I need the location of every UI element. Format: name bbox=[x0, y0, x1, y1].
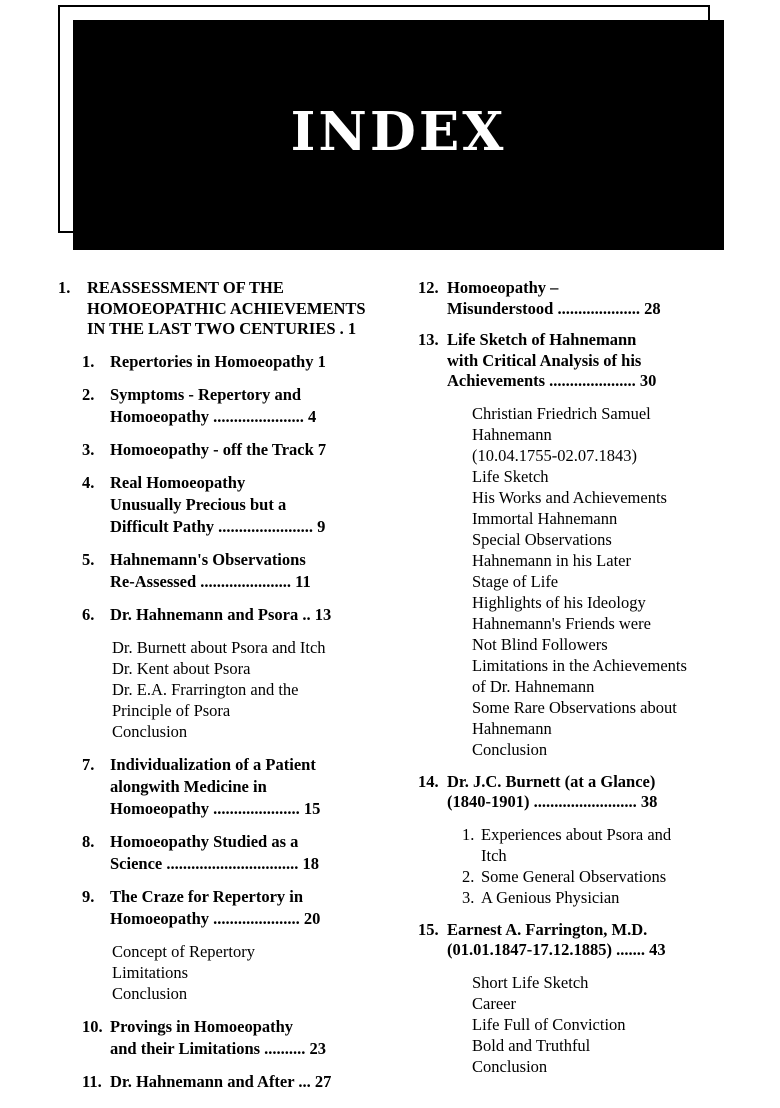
toc-entry-text bbox=[447, 920, 763, 961]
toc-numbered-subsection-item[interactable] bbox=[462, 824, 763, 866]
toc-entry-line: Hahnemann's Observations bbox=[110, 549, 306, 569]
toc-subchapter-entry[interactable] bbox=[58, 549, 403, 593]
toc-subchapter-entry[interactable] bbox=[58, 831, 403, 875]
toc-entry-line: Christian Friedrich Samuel bbox=[472, 403, 651, 423]
toc-entry-line: Concept of Repertory bbox=[112, 941, 255, 961]
toc-entry-text bbox=[87, 278, 403, 340]
toc-entry-line: Homoeopathy ..................... 15 bbox=[110, 798, 321, 818]
toc-entry-line: of Dr. Hahnemann bbox=[472, 676, 595, 696]
toc-entry-line: Career bbox=[472, 993, 516, 1013]
toc-entry-line: Limitations in the Achievements bbox=[472, 655, 687, 675]
toc-entry-line: Homoeopathy ..................... 20 bbox=[110, 908, 321, 928]
toc-entry-line: Some General Observations bbox=[481, 866, 667, 886]
toc-entry-number: 8. bbox=[82, 831, 95, 851]
toc-entry-text bbox=[447, 278, 763, 319]
toc-entry-line: Hahnemann in his Later bbox=[472, 550, 631, 570]
toc-subchapter-entry[interactable] bbox=[58, 886, 403, 930]
toc-chapter-entry[interactable] bbox=[418, 278, 763, 319]
toc-entry-text bbox=[481, 824, 763, 866]
toc-entry-line: (1840-1901) ......................... 38 bbox=[447, 792, 658, 811]
toc-chapter-entry[interactable] bbox=[58, 278, 403, 340]
toc-column-left bbox=[58, 278, 403, 1104]
toc-entry-line: Bold and Truthful bbox=[472, 1035, 591, 1055]
toc-entry-line: with Critical Analysis of his bbox=[447, 350, 642, 370]
toc-entry-text bbox=[110, 439, 403, 461]
toc-entry-line: IN THE LAST TWO CENTURIES . 1 bbox=[87, 319, 357, 338]
toc-entry-text bbox=[110, 604, 403, 626]
toc-entry-line: (01.01.1847-17.12.1885) ....... 43 bbox=[447, 940, 666, 959]
toc-entry-number: 5. bbox=[82, 549, 95, 569]
toc-subchapter-entry[interactable] bbox=[58, 604, 403, 626]
toc-entry-line: and their Limitations .......... 23 bbox=[110, 1038, 327, 1058]
toc-subchapter-entry[interactable] bbox=[58, 384, 403, 428]
toc-entry-line: Individualization of a Patient bbox=[110, 754, 316, 774]
toc-entry-number: 3. bbox=[82, 439, 95, 459]
toc-entry-line: Hahnemann bbox=[472, 424, 552, 444]
table-of-contents bbox=[0, 278, 780, 1108]
toc-entry-text bbox=[481, 866, 763, 887]
toc-entry-line: Hahnemann's Friends were bbox=[472, 613, 651, 633]
toc-subchapter-entry[interactable] bbox=[58, 439, 403, 461]
toc-entry-line: The Craze for Repertory in bbox=[110, 886, 304, 906]
toc-entry-number: 10. bbox=[82, 1016, 103, 1036]
toc-numbered-subsection-item[interactable] bbox=[462, 866, 763, 887]
toc-entry-line: Science ................................ 18 bbox=[110, 853, 319, 873]
toc-entry-line: Earnest A. Farrington, M.D. bbox=[447, 919, 648, 939]
toc-entry-line: Unusually Precious but a bbox=[110, 494, 287, 514]
toc-subchapter-entry[interactable] bbox=[58, 472, 403, 538]
toc-entry-number: 2. bbox=[462, 866, 475, 886]
toc-entry-line: alongwith Medicine in bbox=[110, 776, 267, 796]
toc-entry-number: 15. bbox=[418, 919, 439, 939]
toc-entry-number: 9. bbox=[82, 886, 95, 906]
toc-subchapter-entry[interactable] bbox=[58, 351, 403, 373]
toc-entry-number: 6. bbox=[82, 604, 95, 624]
toc-entry-number: 7. bbox=[82, 754, 95, 774]
toc-subsection-list bbox=[58, 637, 403, 742]
toc-entry-line: Homoeopathy – bbox=[447, 278, 559, 297]
toc-entry-line: Achievements ..................... 30 bbox=[447, 371, 657, 390]
toc-subsection-list bbox=[58, 941, 403, 1004]
toc-entry-line: Homoeopathy - off the Track 7 bbox=[110, 439, 327, 459]
toc-column-right bbox=[418, 278, 763, 1089]
toc-entry-line: Conclusion bbox=[112, 983, 188, 1003]
toc-entry-line: (10.04.1755-02.07.1843) bbox=[472, 445, 637, 465]
toc-entry-line: Hahnemann bbox=[472, 718, 552, 738]
toc-entry-line: Limitations bbox=[112, 962, 189, 982]
toc-entry-line: Life Sketch bbox=[472, 466, 549, 486]
toc-entry-text bbox=[110, 384, 403, 428]
toc-entry-text bbox=[110, 1016, 403, 1060]
toc-entry-line: Difficult Pathy ....................... 9 bbox=[110, 516, 326, 536]
toc-entry-line: Real Homoeopathy bbox=[110, 472, 246, 492]
toc-entry-number: 1. bbox=[58, 278, 71, 297]
toc-entry-number: 4. bbox=[82, 472, 95, 492]
toc-entry-line: Conclusion bbox=[112, 721, 188, 741]
toc-entry-line: HOMOEOPATHIC ACHIEVEMENTS bbox=[87, 298, 366, 318]
toc-subsection-list bbox=[418, 403, 763, 760]
toc-entry-line: Not Blind Followers bbox=[472, 634, 608, 654]
toc-entry-line: Repertories in Homoeopathy 1 bbox=[110, 351, 326, 371]
toc-numbered-subsection-item[interactable] bbox=[462, 887, 763, 908]
toc-entry-line: Provings in Homoeopathy bbox=[110, 1016, 294, 1036]
toc-entry-line: Conclusion bbox=[472, 1056, 548, 1076]
toc-chapter-entry[interactable] bbox=[418, 330, 763, 392]
toc-entry-line: Re-Assessed ...................... 11 bbox=[110, 571, 311, 591]
toc-entry-text bbox=[110, 754, 403, 820]
toc-entry-line: Stage of Life bbox=[472, 571, 559, 591]
toc-entry-line: Dr. E.A. Frarrington and the bbox=[112, 679, 299, 699]
index-banner bbox=[0, 0, 780, 258]
toc-entry-line: Dr. Hahnemann and After ... 27 bbox=[110, 1071, 332, 1091]
toc-entry-line: His Works and Achievements bbox=[472, 487, 667, 507]
toc-numbered-subsection-list bbox=[418, 824, 763, 908]
toc-entry-number: 1. bbox=[462, 824, 475, 844]
page-title: INDEX bbox=[290, 101, 507, 163]
toc-entry-line: Dr. Hahnemann and Psora .. 13 bbox=[110, 604, 332, 624]
toc-entry-line: Special Observations bbox=[472, 529, 612, 549]
toc-entry-number: 2. bbox=[82, 384, 95, 404]
toc-subsection-list bbox=[418, 972, 763, 1077]
toc-entry-line: REASSESSMENT OF THE bbox=[87, 278, 284, 297]
toc-entry-number: 1. bbox=[82, 351, 95, 371]
toc-entry-line: Immortal Hahnemann bbox=[472, 508, 618, 528]
toc-entry-line: Some Rare Observations about bbox=[472, 697, 677, 717]
toc-entry-line: Symptoms - Repertory and bbox=[110, 384, 302, 404]
toc-entry-text bbox=[110, 351, 403, 373]
toc-entry-line: Homoeopathy Studied as a bbox=[110, 831, 299, 851]
toc-entry-number: 11. bbox=[82, 1071, 102, 1091]
toc-entry-text bbox=[481, 887, 763, 908]
toc-entry-number: 3. bbox=[462, 887, 475, 907]
toc-entry-line: Life Full of Conviction bbox=[472, 1014, 626, 1034]
toc-entry-line: Dr. Kent about Psora bbox=[112, 658, 251, 678]
toc-entry-line: A Genious Physician bbox=[481, 887, 620, 907]
toc-entry-text bbox=[110, 831, 403, 875]
toc-entry-number: 12. bbox=[418, 278, 439, 297]
toc-chapter-entry[interactable] bbox=[418, 772, 763, 813]
toc-entry-line: Highlights of his Ideology bbox=[472, 592, 646, 612]
toc-subchapter-entry[interactable] bbox=[58, 754, 403, 820]
toc-entry-text bbox=[447, 772, 763, 813]
toc-entry-text bbox=[110, 549, 403, 593]
toc-entry-line: Life Sketch of Hahnemann bbox=[447, 330, 637, 349]
toc-subchapter-entry[interactable] bbox=[58, 1071, 403, 1093]
toc-entry-text bbox=[110, 1071, 403, 1093]
toc-entry-line: Experiences about Psora and bbox=[481, 824, 672, 844]
toc-entry-line: Misunderstood .................... 28 bbox=[447, 298, 661, 318]
toc-entry-line: Conclusion bbox=[472, 739, 548, 759]
toc-entry-text bbox=[110, 886, 403, 930]
toc-entry-line: Short Life Sketch bbox=[472, 972, 589, 992]
toc-entry-line: Homoeopathy ...................... 4 bbox=[110, 406, 317, 426]
toc-entry-text bbox=[447, 330, 763, 392]
toc-entry-number: 13. bbox=[418, 330, 439, 349]
toc-chapter-entry[interactable] bbox=[418, 920, 763, 961]
toc-subchapter-entry[interactable] bbox=[58, 1016, 403, 1060]
toc-entry-line: Dr. Burnett about Psora and Itch bbox=[112, 637, 326, 657]
toc-entry-line: Itch bbox=[481, 845, 507, 865]
toc-entry-line: Principle of Psora bbox=[112, 700, 231, 720]
toc-entry-text bbox=[110, 472, 403, 538]
toc-entry-line: Dr. J.C. Burnett (at a Glance) bbox=[447, 771, 656, 791]
toc-entry-number: 14. bbox=[418, 771, 439, 791]
